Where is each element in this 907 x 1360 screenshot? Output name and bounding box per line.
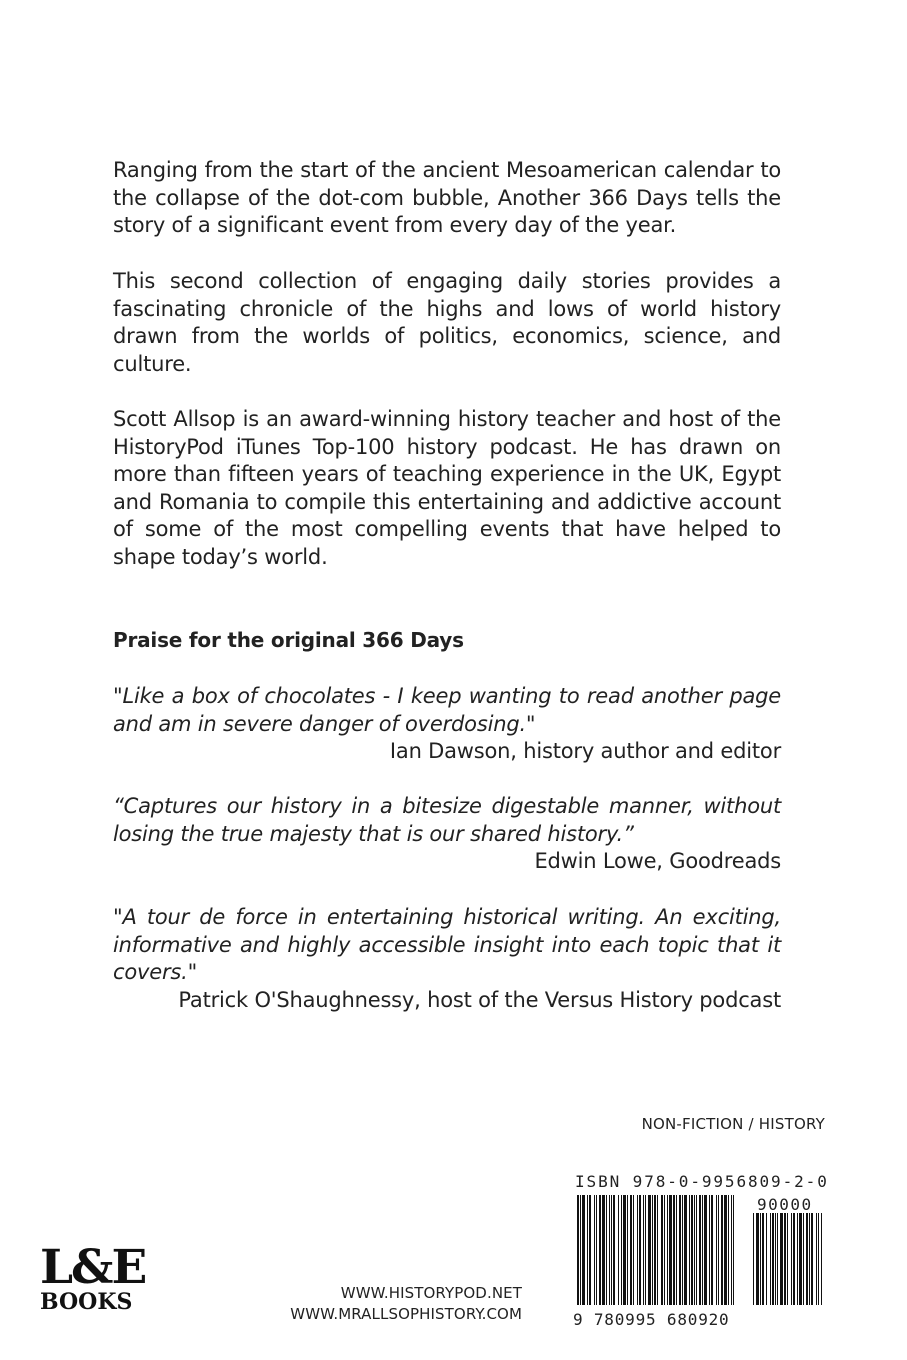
barcode-addon-bar	[760, 1213, 761, 1305]
author-bio-paragraph	[113, 406, 781, 571]
barcode-addon-bar	[809, 1213, 810, 1305]
barcode-bar	[602, 1195, 605, 1305]
category-label: NON-FICTION / HISTORY	[641, 1115, 825, 1133]
barcode-bar	[621, 1195, 622, 1305]
barcode-bar	[623, 1195, 626, 1305]
barcode-bar	[664, 1195, 665, 1305]
website-links	[290, 1283, 522, 1325]
author-bio-text: Scott Allsop is an award-winning history teacher and host of the HistoryPod iTunes Top-100 history podcast. He has drawn on more than fifteen years of teaching experience in the UK, Egypt and Romania to compile this entertaining and addictive account of some of the most compelling events that have helped to shape today’s world.	[113, 407, 781, 569]
website-url-mrallsophistory[interactable]: WWW.MRALLSOPHISTORY.COM	[290, 1305, 522, 1323]
isbn-label: ISBN 978-0-9956809-2-0	[575, 1172, 829, 1191]
barcode-addon-bar	[803, 1213, 804, 1305]
barcode-bar	[694, 1195, 695, 1305]
barcode-bar	[667, 1195, 668, 1305]
barcode-bar	[630, 1195, 632, 1305]
publisher-logo	[40, 1240, 146, 1315]
price-code: 90000	[757, 1195, 813, 1214]
barcode-addon-bar	[806, 1213, 808, 1305]
ean-digits: 9 780995 680920	[573, 1310, 730, 1329]
barcode-bar	[661, 1195, 663, 1305]
barcode-bar	[599, 1195, 601, 1305]
barcode-addon-bar	[797, 1213, 798, 1305]
barcode-bar	[676, 1195, 677, 1305]
blurb-paragraph-2	[113, 268, 781, 378]
barcode-bar	[639, 1195, 641, 1305]
barcode-bar	[689, 1195, 690, 1305]
barcode-bar	[673, 1195, 675, 1305]
quote-attribution: Edwin Lowe, Goodreads	[534, 849, 781, 873]
barcode-bar	[648, 1195, 651, 1305]
barcode-addon-bar	[753, 1213, 754, 1305]
barcode-bar	[618, 1195, 619, 1305]
blurb-paragraph-1	[113, 157, 781, 240]
barcode-bar	[731, 1195, 732, 1305]
quote-attribution: Patrick O'Shaughnessy, host of the Versus History podcast	[178, 987, 781, 1012]
barcode-bar	[613, 1195, 615, 1305]
barcode-addon-bar	[791, 1213, 792, 1305]
barcode-addon-bar	[799, 1213, 802, 1305]
barcode-addon-bar	[780, 1213, 783, 1305]
barcode-bar	[611, 1195, 612, 1305]
barcode-bar	[594, 1195, 595, 1305]
barcode-bar	[721, 1195, 723, 1305]
blurb-text: Ranging from the start of the ancient Mesoamerican calendar to the collapse of the dot-com bubble, Another 366 Days tells the story of a significant event from every day of the year.	[113, 158, 781, 237]
barcode-bar	[637, 1195, 638, 1305]
barcode-bar	[702, 1195, 703, 1305]
barcode-bar	[711, 1195, 713, 1305]
barcode-bar	[669, 1195, 672, 1305]
website-url-historypod[interactable]: WWW.HISTORYPOD.NET	[340, 1284, 522, 1302]
barcode-addon-bar	[793, 1213, 795, 1305]
barcode-addon-bar	[756, 1213, 759, 1305]
barcode-bar	[704, 1195, 707, 1305]
barcode-bar	[657, 1195, 658, 1305]
barcode-bar	[684, 1195, 687, 1305]
logo-monogram: L&E	[40, 1240, 146, 1295]
barcode-bar	[582, 1195, 585, 1305]
barcode-addon-bar	[766, 1213, 767, 1305]
barcode-addon-bar	[818, 1213, 819, 1305]
quote-attribution: Ian Dawson, history author and editor	[389, 739, 781, 763]
barcode-bar	[728, 1195, 729, 1305]
barcode-bar	[724, 1195, 727, 1305]
barcode-addon-bar	[821, 1213, 822, 1305]
praise-quote-2	[113, 793, 781, 876]
barcode-addon-bar	[772, 1213, 774, 1305]
barcode-bar	[633, 1195, 634, 1305]
barcode-addon-bar	[787, 1213, 788, 1305]
barcode-addon-bar	[784, 1213, 786, 1305]
barcode-bar	[682, 1195, 683, 1305]
logo-wordmark: BOOKS	[40, 1289, 133, 1315]
barcode-bar	[699, 1195, 701, 1305]
barcode-bar	[643, 1195, 644, 1305]
barcode-addon-bar	[770, 1213, 771, 1305]
barcode-bar	[577, 1195, 579, 1305]
barcode-bar	[652, 1195, 653, 1305]
praise-heading: Praise for the original 366 Days	[113, 628, 464, 652]
quote-text: “Captures our history in a bitesize digestable manner, without losing the true majesty that is our shared history.”	[113, 794, 781, 846]
barcode-addon-bar	[777, 1213, 778, 1305]
barcode-addon-bar	[816, 1213, 817, 1305]
barcode-bar	[709, 1195, 710, 1305]
barcode-bar	[696, 1195, 697, 1305]
barcode-addon-bar	[775, 1213, 776, 1305]
praise-quote-1	[113, 683, 781, 766]
barcode-bar	[587, 1195, 588, 1305]
praise-quote-3	[113, 904, 781, 1014]
barcode-addon-bar	[811, 1213, 813, 1305]
barcode-bar	[606, 1195, 607, 1305]
quote-text: "A tour de force in entertaining historical writing. An exciting, informative and highly accessible insight into each topic that it covers."	[113, 905, 781, 984]
barcode-bar	[609, 1195, 610, 1305]
barcode-bar	[716, 1195, 717, 1305]
barcode-bar	[691, 1195, 693, 1305]
barcode-addon-bar	[762, 1213, 764, 1305]
barcode-bar	[645, 1195, 646, 1305]
barcode-bar	[596, 1195, 597, 1305]
barcode-bar	[589, 1195, 591, 1305]
blurb-text: This second collection of engaging daily stories provides a fascinating chronicle of the highs and lows of world history drawn from the worlds of politics, economics, science, and culture.	[113, 269, 781, 376]
barcode-bar	[580, 1195, 581, 1305]
barcode-bar	[718, 1195, 719, 1305]
barcode-bar	[654, 1195, 656, 1305]
barcode-bar	[679, 1195, 681, 1305]
barcode-bar	[733, 1195, 734, 1305]
quote-text: "Like a box of chocolates - I keep wanting to read another page and am in severe danger of overdosing."	[113, 684, 781, 736]
barcode-bar	[627, 1195, 628, 1305]
